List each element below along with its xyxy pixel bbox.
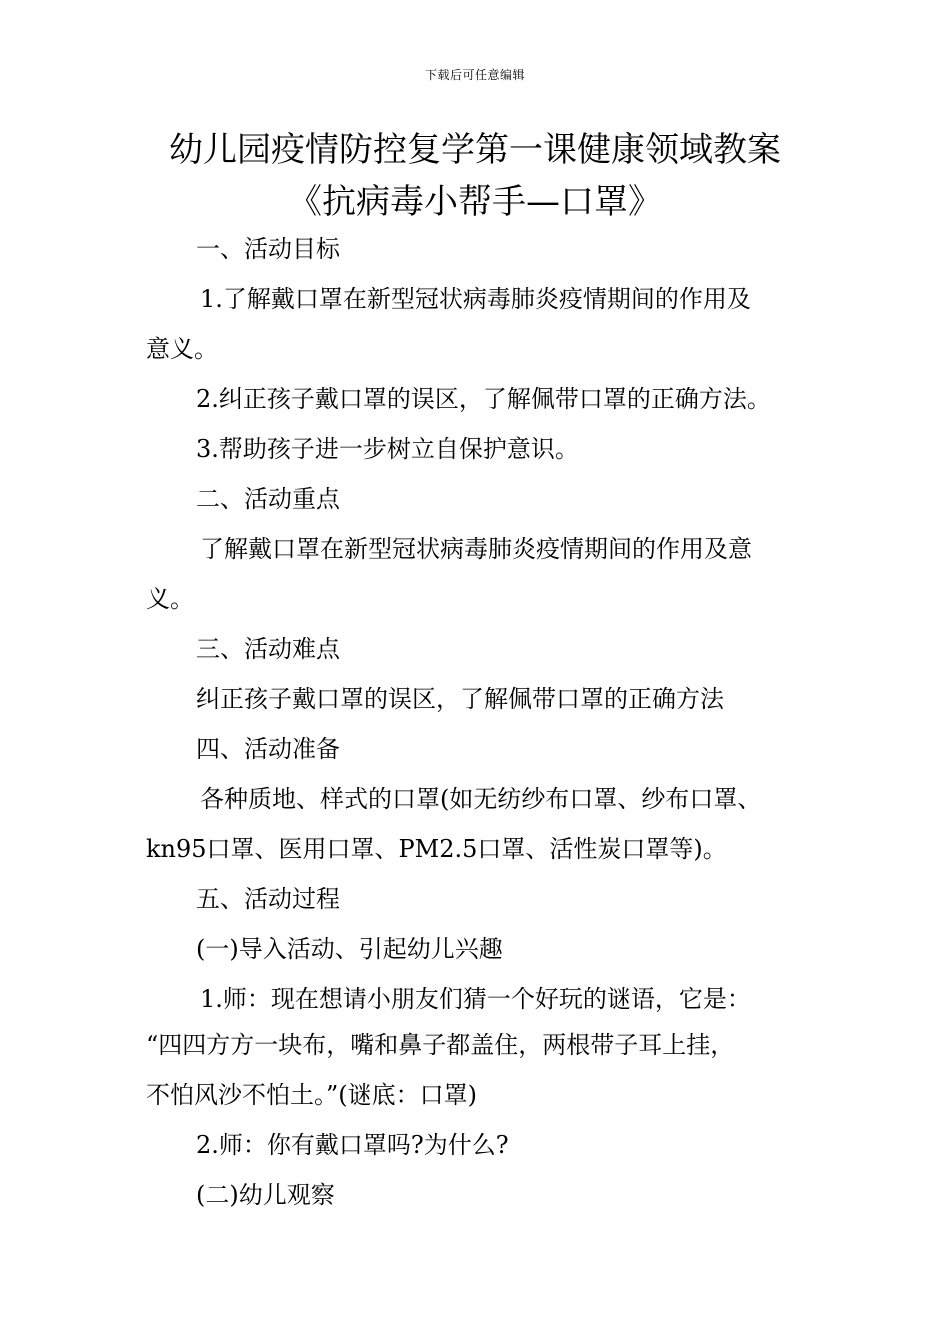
preparation-line-1: 各种质地、样式的口罩(如无纺纱布口罩、纱布口罩、 [200,785,762,813]
process-step-1-item-2: 2.师：你有戴口罩吗?为什么? [196,1131,509,1159]
section-heading-objectives: 一、活动目标 [196,235,340,263]
objective-1-line-1: 1.了解戴口罩在新型冠状病毒肺炎疫情期间的作用及 [200,285,751,313]
section-heading-preparation: 四、活动准备 [196,735,340,763]
key-points-line-1: 了解戴口罩在新型冠状病毒肺炎疫情期间的作用及意 [200,535,752,563]
page-header-note: 下载后可任意编辑 [424,68,525,82]
document-title-line-2: 《抗病毒小帮手—口罩》 [288,182,662,222]
process-step-1-item-1-line-1: 1.师：现在想请小朋友们猜一个好玩的谜语，它是： [200,985,751,1013]
section-heading-process: 五、活动过程 [196,885,340,913]
difficulties-text: 纠正孩子戴口罩的误区，了解佩带口罩的正确方法 [196,685,724,713]
objective-2: 2.纠正孩子戴口罩的误区，了解佩带口罩的正确方法。 [196,385,771,413]
key-points-line-2: 义。 [146,585,194,613]
document-title-line-1: 幼儿园疫情防控复学第一课健康领域教案 [169,130,781,170]
objective-1-line-2: 意义。 [146,335,218,363]
objective-3: 3.帮助孩子进一步树立自保护意识。 [196,435,579,463]
process-step-1-item-1-line-3: 不怕风沙不怕土。”(谜底：口罩) [146,1081,477,1109]
process-step-2-heading: (二)幼儿观察 [196,1181,335,1209]
section-heading-difficulties: 三、活动难点 [196,635,340,663]
process-step-1-item-1-line-2: “四四方方一块布，嘴和鼻子都盖住，两根带子耳上挂， [146,1031,735,1059]
preparation-line-2: kn95口罩、医用口罩、PM2.5口罩、活性炭口罩等)。 [146,835,727,863]
process-step-1-heading: (一)导入活动、引起幼儿兴趣 [196,935,503,963]
section-heading-key-points: 二、活动重点 [196,485,340,513]
